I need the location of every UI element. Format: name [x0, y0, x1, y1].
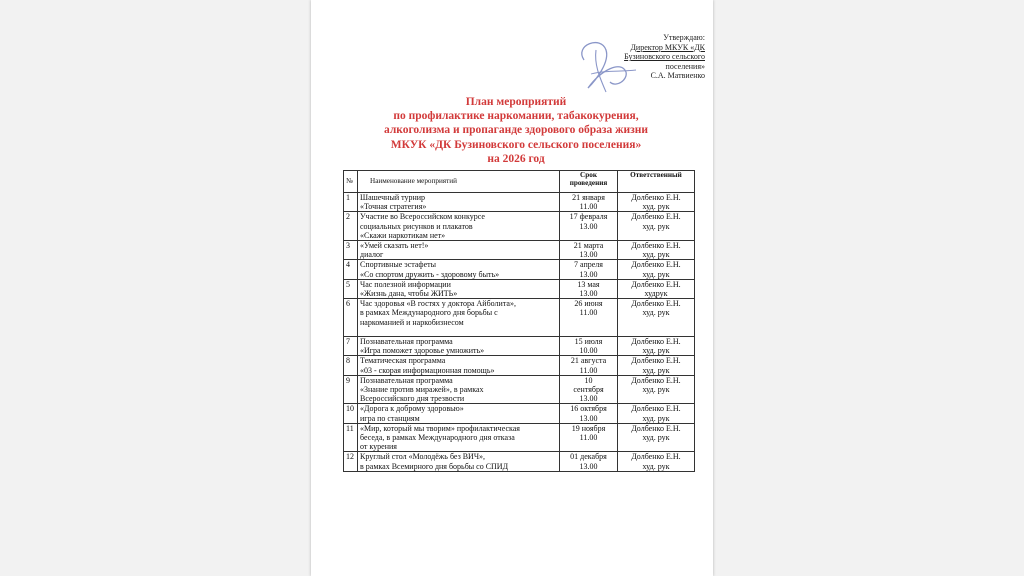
event-name-line: наркоманией и наркобизнесом	[360, 317, 464, 327]
event-responsible-line: Долбенко Е.Н.	[631, 212, 681, 222]
event-name	[358, 212, 560, 241]
event-responsible-line: Долбенко Е.Н.	[631, 404, 681, 414]
event-responsible	[618, 212, 695, 241]
approval-line: Бузиновского сельского	[624, 52, 705, 62]
event-date	[560, 423, 618, 452]
event-name	[358, 452, 560, 471]
table-row	[344, 423, 695, 452]
row-number	[344, 260, 358, 279]
event-date-line: 11.00	[579, 365, 598, 375]
event-date	[560, 260, 618, 279]
event-date-line: 15 июля	[574, 337, 603, 347]
event-date	[560, 452, 618, 471]
event-name	[358, 356, 560, 375]
event-responsible-line: Долбенко Е.Н.	[631, 260, 681, 270]
row-number-line: 5	[346, 279, 350, 289]
event-date-line: 21 марта	[573, 241, 604, 251]
event-name-line: Час полезной информации	[360, 279, 451, 289]
event-name-line: Участие во Всероссийском конкурсе	[360, 212, 485, 222]
event-responsible	[618, 193, 695, 212]
approval-line: Утверждаю:	[663, 33, 705, 42]
document-title	[331, 95, 701, 166]
header-num: №	[344, 171, 358, 193]
event-name-line: «Скажи наркотикам нет»	[360, 230, 446, 240]
header-date-line: Срок	[580, 171, 597, 179]
table-header-row	[344, 171, 695, 193]
row-number	[344, 193, 358, 212]
document-page	[311, 0, 713, 576]
event-date-line: 13.00	[579, 413, 598, 423]
event-name-line: «Дорога к доброму здоровью»	[360, 404, 464, 414]
header-date	[560, 171, 618, 193]
table-row	[344, 193, 695, 212]
event-name	[358, 260, 560, 279]
event-responsible-line: худ. рук	[642, 250, 670, 260]
event-name-line: «Мир, который мы творим» профилактическая	[360, 423, 520, 433]
event-name-line: игра по станциям	[360, 413, 420, 423]
header-date-line: проведения	[569, 179, 608, 188]
event-responsible	[618, 337, 695, 356]
row-number-line: 11	[346, 423, 354, 433]
event-responsible-line: худ. рук	[642, 202, 670, 212]
event-responsible	[618, 404, 695, 423]
event-name-line: «Умей сказать нет!»	[360, 241, 429, 251]
event-date	[560, 241, 618, 260]
event-name-line: социальных рисунков и плакатов	[360, 221, 473, 231]
event-date	[560, 337, 618, 356]
event-responsible-line: худ. рук	[642, 308, 670, 318]
row-number	[344, 375, 358, 404]
event-date-line: 13.00	[579, 461, 598, 471]
event-responsible	[618, 375, 695, 404]
event-responsible-line: худ. рук	[642, 461, 670, 471]
event-date	[560, 404, 618, 423]
event-name	[358, 404, 560, 423]
event-name-line: Час здоровья «В гостях у доктора Айболита»,	[360, 299, 516, 309]
event-date	[560, 279, 618, 298]
row-number-line: 4	[346, 260, 350, 270]
event-name-line: диалог	[360, 250, 384, 260]
event-name-line: «Точная стратегия»	[360, 202, 427, 212]
event-date-line: 7 апреля	[574, 260, 603, 270]
table-row	[344, 212, 695, 241]
event-name	[358, 241, 560, 260]
event-name-line: Познавательная программа	[360, 375, 453, 385]
title-line: по профилактике наркомании, табакокурения,	[393, 110, 639, 123]
title-line: алкоголизма и пропаганде здорового образа жизни	[383, 124, 649, 137]
event-name-line: «Жизнь дана, чтобы ЖИТЬ»	[360, 289, 458, 299]
event-name	[358, 279, 560, 298]
row-number	[344, 299, 358, 337]
event-date-line: 11.00	[579, 433, 598, 443]
event-name-line: «Знание против миражей», в рамках	[360, 385, 484, 395]
event-name-line: «03 - скорая информационная помощь»	[360, 365, 495, 375]
event-date-line: 11.00	[579, 202, 598, 212]
table-row	[344, 375, 695, 404]
event-responsible-line: Долбенко Е.Н.	[631, 375, 681, 385]
title-line: План мероприятий	[465, 96, 567, 108]
row-number-line: 3	[346, 241, 350, 251]
table-row	[344, 452, 695, 471]
header-name: Наименование мероприятий	[358, 171, 560, 193]
event-date-line: 13.00	[579, 289, 598, 299]
row-number-line: 10	[346, 404, 354, 414]
event-name-line: беседа, в рамках Международного дня отказа	[360, 433, 515, 443]
event-responsible-line: худ. рук	[642, 385, 670, 395]
event-responsible-line: Долбенко Е.Н.	[631, 241, 681, 251]
header-responsible: Ответственный	[618, 171, 695, 193]
event-name-line: в рамках Всемирного дня борьбы со СПИД	[360, 461, 509, 471]
event-name-line: «Игра поможет здоровье умножить»	[360, 346, 485, 356]
table-row	[344, 260, 695, 279]
row-number-line: 6	[346, 299, 350, 309]
event-responsible-line: худ. рук	[642, 221, 670, 231]
title-line: МКУК «ДК Бузиновского сельского поселения»	[390, 138, 642, 151]
event-name-line	[360, 327, 557, 336]
row-number	[344, 279, 358, 298]
approval-line: С.А. Матвиенко	[650, 71, 705, 81]
table-row	[344, 241, 695, 260]
row-number	[344, 212, 358, 241]
table-row	[344, 337, 695, 356]
event-date-line: 17 февраля	[569, 212, 608, 222]
title-line: на 2026 год	[487, 152, 545, 165]
event-date	[560, 356, 618, 375]
event-name	[358, 375, 560, 404]
event-name-line: от курения	[360, 442, 397, 452]
event-responsible	[618, 279, 695, 298]
event-date-line: 13.00	[579, 250, 598, 260]
event-date-line: 21 января	[572, 193, 605, 202]
event-responsible	[618, 241, 695, 260]
event-name-line: Всероссийского дня трезвости	[360, 394, 465, 404]
row-number-line: 9	[346, 375, 350, 385]
event-responsible-line: Долбенко Е.Н.	[631, 356, 681, 366]
event-date-line: 13.00	[579, 221, 598, 231]
event-date-line: 01 декабря	[570, 452, 607, 462]
event-responsible-line: Долбенко Е.Н.	[631, 452, 681, 462]
event-responsible-line: худ. рук	[642, 346, 670, 356]
event-date-line: 13.00	[579, 394, 598, 404]
row-number	[344, 452, 358, 471]
event-date-line: 13 мая	[577, 279, 600, 289]
table-row	[344, 404, 695, 423]
event-date	[560, 375, 618, 404]
row-number	[344, 241, 358, 260]
event-name-line: Круглый стол «Молодёжь без ВИЧ»,	[360, 452, 486, 462]
approval-line: Директор МКУК «ДК	[630, 42, 705, 52]
event-responsible-line: худ. рук	[642, 269, 670, 279]
event-name	[358, 193, 560, 212]
event-name-line: Шашечный турнир	[360, 193, 426, 202]
row-number	[344, 423, 358, 452]
event-responsible	[618, 356, 695, 375]
event-responsible	[618, 452, 695, 471]
event-responsible-line: Долбенко Е.Н.	[631, 337, 681, 347]
event-responsible-line: Долбенко Е.Н.	[631, 299, 681, 309]
event-responsible-line: худ. рук	[642, 433, 670, 443]
event-date-line: 21 августа	[570, 356, 607, 366]
event-date-line: 10	[584, 375, 593, 385]
event-responsible-line: Долбенко Е.Н.	[631, 279, 681, 289]
event-responsible-line: Долбенко Е.Н.	[631, 423, 681, 433]
event-responsible	[618, 299, 695, 337]
event-name-line: Спортивные эстафеты	[360, 260, 437, 270]
event-name-line: Тематическая программа	[360, 356, 446, 366]
event-name	[358, 423, 560, 452]
table-row	[344, 356, 695, 375]
event-responsible	[618, 260, 695, 279]
event-name-line: Познавательная программа	[360, 337, 453, 347]
event-name-line: в рамках Международного дня борьбы с	[360, 308, 498, 318]
event-date-line: 19 ноября	[571, 423, 606, 433]
event-date	[560, 193, 618, 212]
row-number	[344, 404, 358, 423]
event-responsible-line: Долбенко Е.Н.	[631, 193, 681, 202]
event-date-line: сентября	[573, 385, 604, 395]
row-number	[344, 337, 358, 356]
events-table	[343, 170, 695, 472]
event-date-line: 26 июня	[574, 299, 603, 309]
event-date	[560, 299, 618, 337]
event-date-line: 16 октября	[570, 404, 607, 414]
row-number-line: 7	[346, 337, 350, 347]
row-number-line: 12	[346, 452, 354, 462]
row-number	[344, 356, 358, 375]
event-responsible-line: худ. рук	[642, 413, 670, 423]
row-number-line: 8	[346, 356, 350, 366]
event-name	[358, 299, 560, 337]
event-responsible	[618, 423, 695, 452]
event-date-line: 10.00	[579, 346, 598, 356]
row-number-line: 2	[346, 212, 350, 222]
table-row	[344, 299, 695, 337]
event-name	[358, 337, 560, 356]
event-date	[560, 212, 618, 241]
table-row	[344, 279, 695, 298]
event-date-line: 11.00	[579, 308, 598, 318]
row-number-line: 1	[346, 193, 350, 202]
event-name-line: «Со спортом дружить - здоровому быть»	[360, 269, 500, 279]
approval-line: поселения»	[665, 61, 705, 71]
event-responsible-line: худ. рук	[642, 365, 670, 375]
event-date-line: 13.00	[579, 269, 598, 279]
approval-block	[595, 33, 705, 81]
event-responsible-line: худрук	[644, 289, 668, 299]
